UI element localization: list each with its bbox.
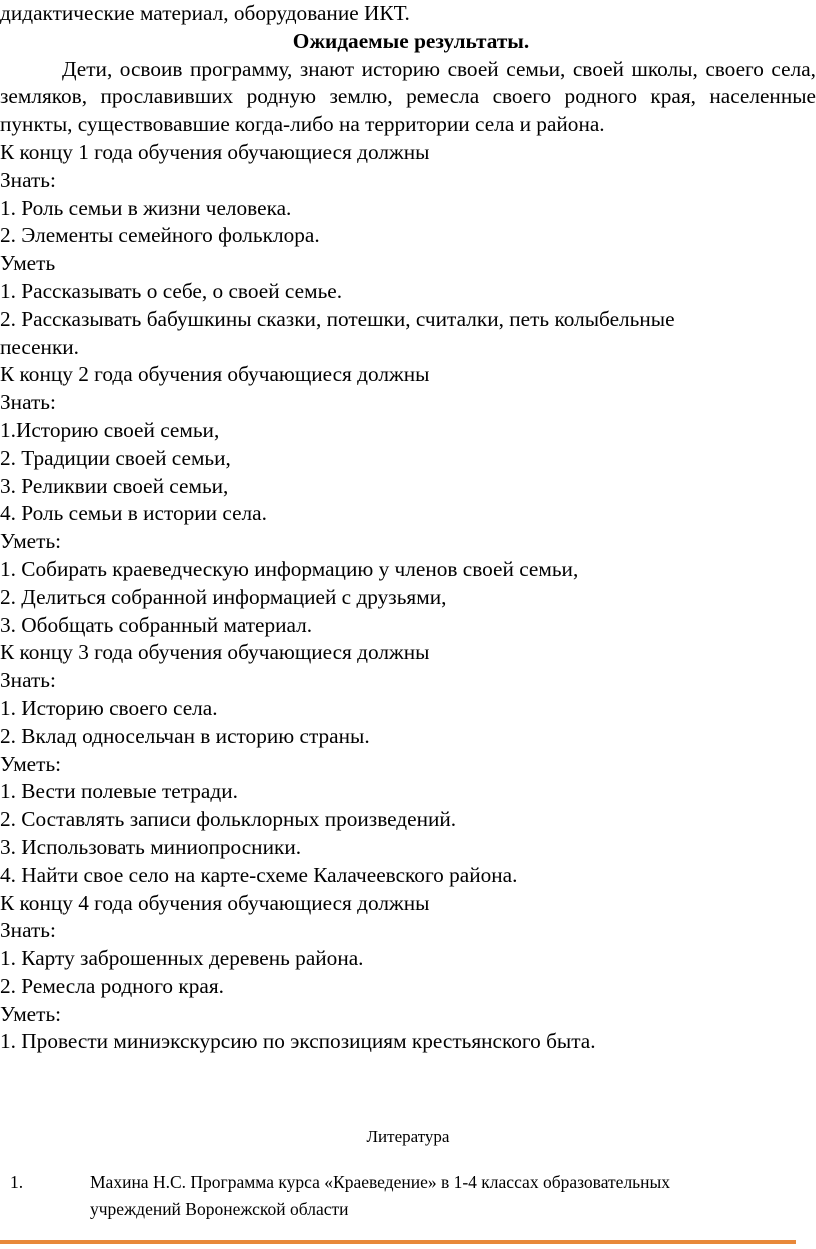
list-item: 3. Использовать миниопросники. bbox=[0, 834, 302, 859]
list-item: 3. Реликвии своей семьи, bbox=[0, 473, 229, 498]
year-3-can-label: Уметь: bbox=[0, 751, 62, 776]
results-paragraph: Дети, освоив программу, знают историю своей семьи, своей школы, своего села, земляков, прославивших родную землю, ремесла своего родного края, населенные пункты, существовавшие когда-либо на территории села и района. bbox=[0, 56, 816, 137]
list-item: 2. Традиции своей семьи, bbox=[0, 445, 231, 470]
list-item: 1. Провести миниэкскурсию по экспозициям крестьянского быта. bbox=[0, 1029, 596, 1054]
reference-line: Махина Н.С. Программа курса «Краеведение» в 1-4 классах образовательных bbox=[90, 1172, 671, 1192]
list-item: 2. Составлять записи фольклорных произведений. bbox=[0, 807, 457, 832]
bottom-divider bbox=[0, 1240, 796, 1244]
list-item: 1. Роль семьи в жизни человека. bbox=[0, 195, 292, 220]
list-item: 4. Найти свое село на карте-схеме Калачеевского района. bbox=[0, 862, 518, 887]
literature-heading: Литература bbox=[366, 1127, 450, 1146]
year-1-know-label: Знать: bbox=[0, 167, 56, 192]
year-4-title: К концу 4 года обучения обучающиеся должны bbox=[0, 890, 430, 915]
year-1-title: К концу 1 года обучения обучающиеся должны bbox=[0, 139, 430, 164]
list-item: 1. Вести полевые тетради. bbox=[0, 779, 238, 804]
list-item: 3. Обобщать собранный материал. bbox=[0, 612, 313, 637]
intro-tail-text: дидактические материал, оборудование ИКТ. bbox=[0, 1, 410, 25]
year-2-can-label: Уметь: bbox=[0, 529, 62, 554]
list-item: 1. Историю своего села. bbox=[0, 695, 218, 720]
year-4-know-label: Знать: bbox=[0, 918, 56, 943]
reference-line: учреждений Воронежской области bbox=[90, 1199, 349, 1219]
year-2-know-label: Знать: bbox=[0, 390, 56, 415]
year-2-title: К концу 2 года обучения обучающиеся должны bbox=[0, 362, 430, 387]
year-4-can-label: Уметь: bbox=[0, 1001, 62, 1026]
list-item: 2. Вклад односельчан в историю страны. bbox=[0, 723, 370, 748]
list-item: 2. Делиться собранной информацией с друзьями, bbox=[0, 584, 447, 609]
list-item: 4. Роль семьи в истории села. bbox=[0, 501, 267, 526]
list-item: 1. Карту заброшенных деревень района. bbox=[0, 946, 364, 971]
year-3-know-label: Знать: bbox=[0, 668, 56, 693]
list-item: 2. Ремесла родного края. bbox=[0, 973, 224, 998]
list-item: 2. Рассказывать бабушкины сказки, потешки, считалки, петь колыбельные bbox=[0, 306, 675, 331]
section-heading: Ожидаемые результаты. bbox=[292, 28, 530, 53]
list-item: 2. Элементы семейного фольклора. bbox=[0, 223, 320, 248]
year-1-can-label: Уметь bbox=[0, 251, 56, 276]
list-item-continuation: песенки. bbox=[0, 334, 80, 359]
list-item: 1. Рассказывать о себе, о своей семье. bbox=[0, 278, 343, 303]
reference-number: 1. bbox=[10, 1172, 24, 1192]
list-item: 1. Собирать краеведческую информацию у членов своей семьи, bbox=[0, 556, 579, 581]
year-3-title: К концу 3 года обучения обучающиеся должны bbox=[0, 640, 430, 665]
list-item: 1.Историю своей семьи, bbox=[0, 417, 220, 442]
reference-text bbox=[90, 1169, 790, 1223]
